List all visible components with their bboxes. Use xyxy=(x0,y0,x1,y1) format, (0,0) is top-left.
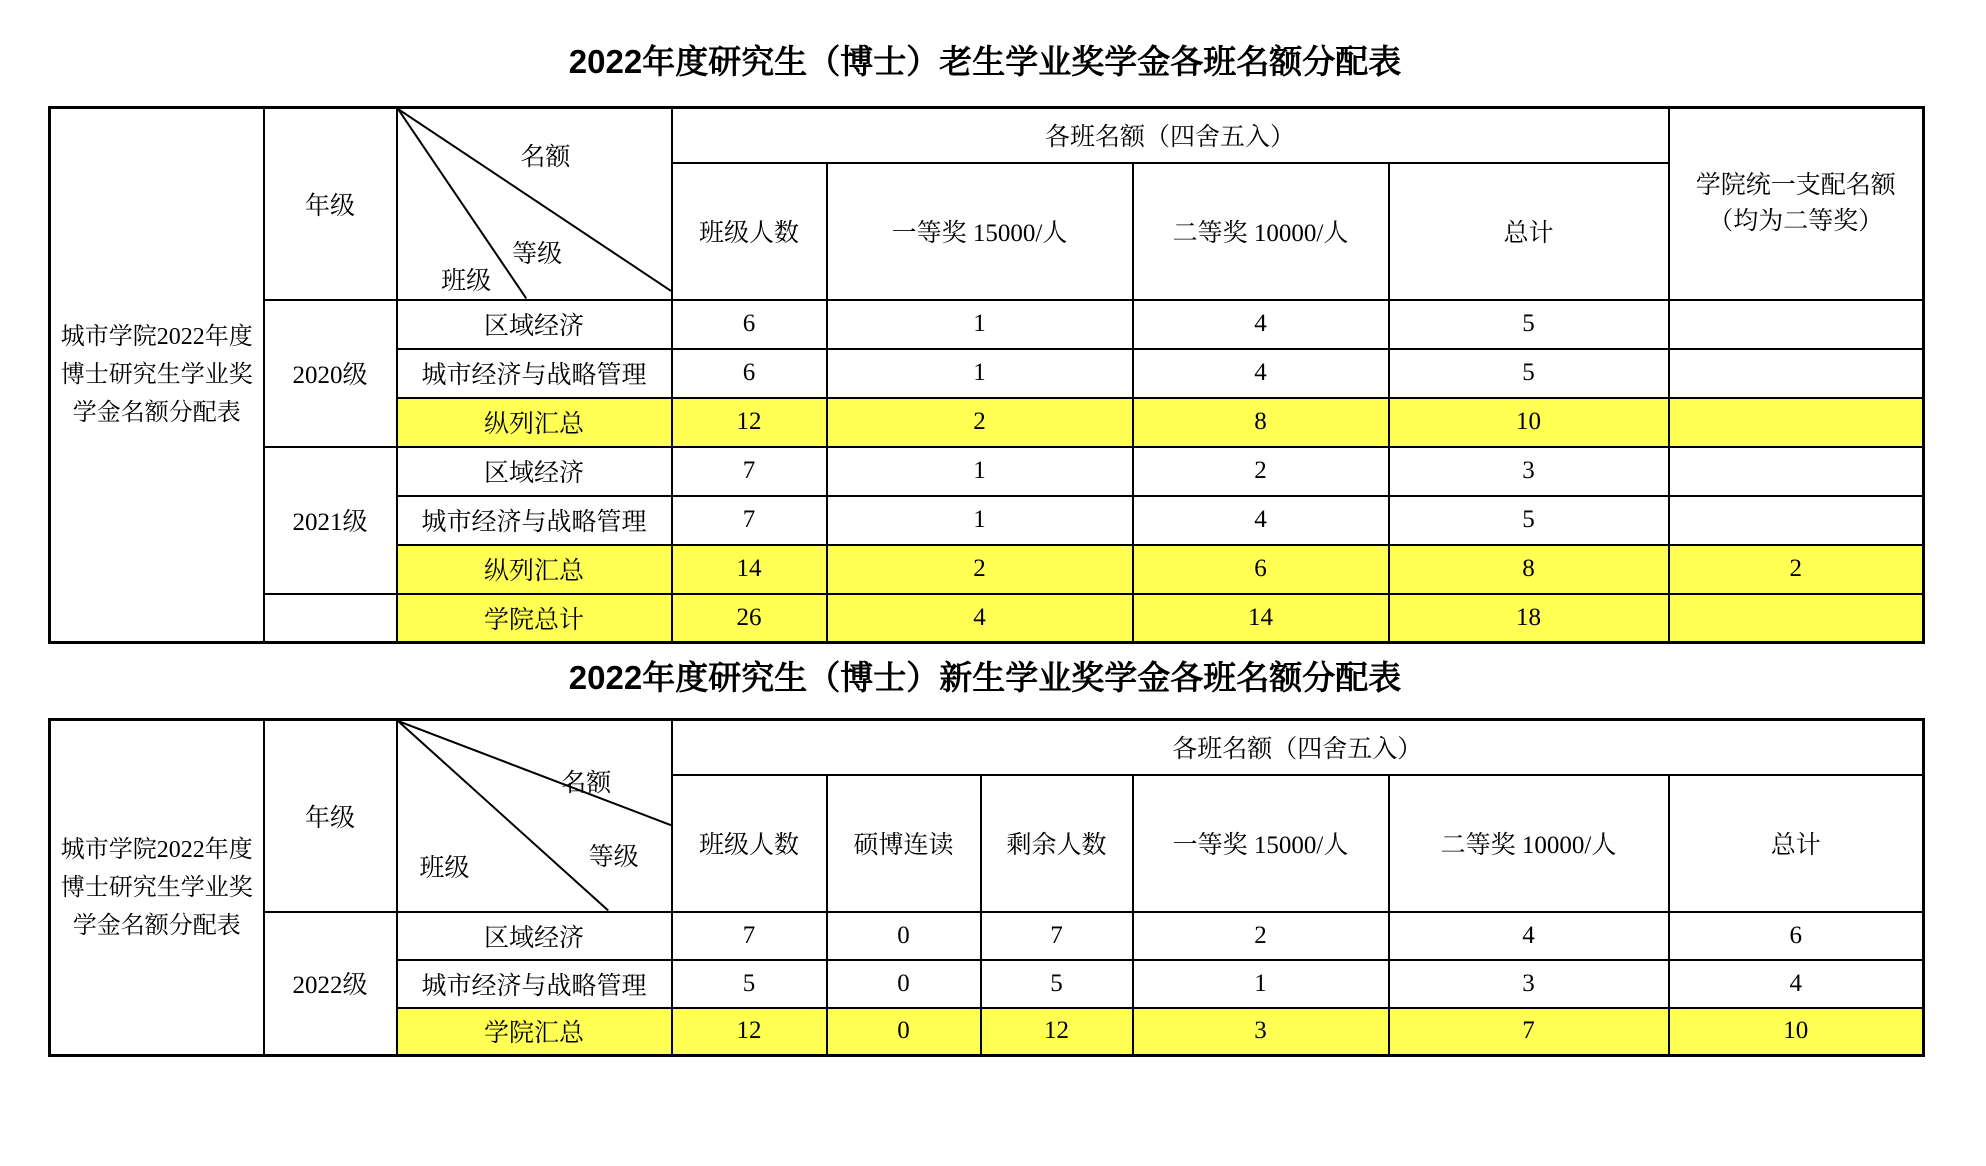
table-cell: 18 xyxy=(1389,594,1669,643)
reserved-header-line1: 学院统一支配名额 xyxy=(1695,171,1896,199)
table-cell: 3 xyxy=(1133,1008,1389,1056)
table-cell: 7 xyxy=(672,447,827,496)
table-cell: 1 xyxy=(1133,960,1389,1008)
diag-label-quota: 名额 xyxy=(520,144,571,172)
table2-year-header-cell: 年级 xyxy=(264,720,397,912)
table-cell: 1 xyxy=(827,349,1133,398)
table-cell: 12 xyxy=(981,1008,1133,1056)
row-label-cell: 纵列汇总 xyxy=(397,545,672,594)
diag-label-grade: 等级 xyxy=(512,241,563,269)
table1 xyxy=(48,106,1925,644)
year-group-cell: 2020级 xyxy=(264,300,397,447)
table-row xyxy=(50,912,1924,960)
row-label-cell: 纵列汇总 xyxy=(397,398,672,447)
table-cell: 2 xyxy=(1133,912,1389,960)
table2-col-header: 一等奖 15000/人 xyxy=(1133,775,1389,912)
table-cell: 5 xyxy=(672,960,827,1008)
table1-title: 2022年度研究生（博士）老生学业奖学金各班名额分配表 xyxy=(568,43,1402,80)
table-cell: 14 xyxy=(672,545,827,594)
year-group-cell xyxy=(264,594,397,643)
table1-col-header: 总计 xyxy=(1389,163,1669,300)
table-cell: 7 xyxy=(672,496,827,545)
table-cell: 5 xyxy=(1389,496,1669,545)
table2-col-header: 二等奖 10000/人 xyxy=(1389,775,1669,912)
side-label-text: 城市学院2022年度博士研究生学业奖学金名额分配表 xyxy=(60,324,253,426)
reserved-header-line2: （均为二等奖） xyxy=(1708,207,1884,235)
table2-col-header: 硕博连读 xyxy=(827,775,981,912)
table1-side-label-cell xyxy=(50,108,264,643)
table-cell xyxy=(1669,349,1924,398)
table-cell: 10 xyxy=(1389,398,1669,447)
table-cell: 5 xyxy=(981,960,1133,1008)
table-cell: 6 xyxy=(1669,912,1924,960)
table-cell: 8 xyxy=(1133,398,1389,447)
table-row xyxy=(50,300,1924,349)
table-cell: 4 xyxy=(1669,960,1924,1008)
table-cell: 3 xyxy=(1389,447,1669,496)
table-cell: 5 xyxy=(1389,300,1669,349)
table-cell: 1 xyxy=(827,447,1133,496)
table-cell: 1 xyxy=(827,300,1133,349)
row-label-cell: 城市经济与战略管理 xyxy=(397,960,672,1008)
table-cell: 1 xyxy=(827,496,1133,545)
side-label-text: 城市学院2022年度博士研究生学业奖学金名额分配表 xyxy=(60,836,253,939)
table-cell: 7 xyxy=(1389,1008,1669,1056)
row-label-cell: 区域经济 xyxy=(397,912,672,960)
year-group-cell: 2022级 xyxy=(264,912,397,1056)
table-cell: 4 xyxy=(1133,300,1389,349)
table-cell: 4 xyxy=(1389,912,1669,960)
table-cell xyxy=(1669,447,1924,496)
table-cell: 10 xyxy=(1669,1008,1924,1056)
table-row-highlight xyxy=(50,594,1924,643)
table-cell: 4 xyxy=(1133,496,1389,545)
table2-side-label-cell xyxy=(50,720,264,1056)
table-cell: 12 xyxy=(672,1008,827,1056)
table2-col-header: 总计 xyxy=(1669,775,1924,912)
table1-group-header-cell: 各班名额（四舍五入） xyxy=(672,108,1669,163)
row-label-cell: 学院汇总 xyxy=(397,1008,672,1056)
row-label-cell: 城市经济与战略管理 xyxy=(397,349,672,398)
table-cell: 26 xyxy=(672,594,827,643)
table-row xyxy=(50,447,1924,496)
table1-year-header-cell: 年级 xyxy=(264,108,397,300)
table1-col-header: 班级人数 xyxy=(672,163,827,300)
table1-diagonal-header-cell xyxy=(397,108,672,300)
table-cell: 8 xyxy=(1389,545,1669,594)
table-cell: 7 xyxy=(981,912,1133,960)
table-cell: 6 xyxy=(1133,545,1389,594)
diag-label-grade: 等级 xyxy=(588,843,639,871)
table-cell xyxy=(1669,300,1924,349)
table-cell: 0 xyxy=(827,912,981,960)
table-cell: 6 xyxy=(672,300,827,349)
table-cell xyxy=(1669,398,1924,447)
table2-diagonal-header-cell xyxy=(397,720,672,912)
table2-title: 2022年度研究生（博士）新生学业奖学金各班名额分配表 xyxy=(568,659,1402,696)
table-cell: 4 xyxy=(1133,349,1389,398)
table-cell: 6 xyxy=(672,349,827,398)
table-cell: 4 xyxy=(827,594,1133,643)
table-cell: 2 xyxy=(827,398,1133,447)
row-label-cell: 学院总计 xyxy=(397,594,672,643)
table2-group-header-cell: 各班名额（四舍五入） xyxy=(672,720,1924,775)
table-cell: 7 xyxy=(672,912,827,960)
table2-col-header: 班级人数 xyxy=(672,775,827,912)
table2-col-header: 剩余人数 xyxy=(981,775,1133,912)
row-label-cell: 区域经济 xyxy=(397,300,672,349)
table-cell xyxy=(1669,594,1924,643)
diag-label-class: 班级 xyxy=(441,267,492,295)
row-label-cell: 城市经济与战略管理 xyxy=(397,496,672,545)
table-cell: 3 xyxy=(1389,960,1669,1008)
year-group-cell: 2021级 xyxy=(264,447,397,594)
table-cell: 2 xyxy=(1669,545,1924,594)
table-cell: 2 xyxy=(827,545,1133,594)
table-cell: 0 xyxy=(827,1008,981,1056)
table-cell xyxy=(1669,496,1924,545)
table1-col-header: 一等奖 15000/人 xyxy=(827,163,1133,300)
table-cell: 2 xyxy=(1133,447,1389,496)
diag-label-quota: 名额 xyxy=(561,769,612,797)
table1-col-header: 二等奖 10000/人 xyxy=(1133,163,1389,300)
table-cell: 12 xyxy=(672,398,827,447)
diag-label-class: 班级 xyxy=(419,854,470,882)
row-label-cell: 区域经济 xyxy=(397,447,672,496)
table-cell: 14 xyxy=(1133,594,1389,643)
table-cell: 0 xyxy=(827,960,981,1008)
table2 xyxy=(48,718,1925,1057)
table-cell: 5 xyxy=(1389,349,1669,398)
table1-reserved-header-cell xyxy=(1669,108,1924,300)
